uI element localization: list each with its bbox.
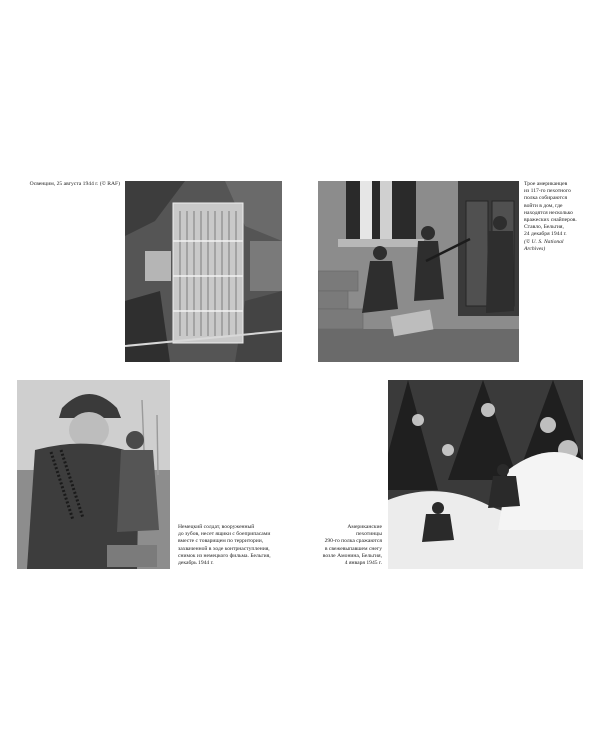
caption-line — [524, 239, 594, 246]
caption-line: полка собираются — [524, 195, 568, 202]
caption-line: 290-го полка сражаются — [324, 538, 382, 545]
caption-line: Трое американцев — [524, 181, 568, 187]
caption-credit: (© U. S. National — [524, 238, 564, 245]
caption-line: находятся несколько — [524, 209, 573, 216]
caption-aerial-line: Освенцим, 25 августа 1944 г. (© RAF) — [29, 181, 120, 187]
caption-credit: Archives) — [524, 245, 546, 252]
photo-german-soldier — [17, 380, 170, 569]
snow-forest-graphic — [388, 380, 583, 569]
caption-line: снимок из немецкого фильма. Бельгия, — [178, 552, 271, 559]
photo-soldiers-at-building — [318, 181, 519, 362]
caption-line: вместе с товарищем по территории, — [178, 538, 264, 545]
caption-line: возле Амонина, Бельгия, — [322, 552, 382, 559]
german-soldier-graphic — [17, 380, 170, 569]
aerial-photo-auschwitz — [125, 181, 282, 362]
caption-line: пехотинцы — [356, 531, 382, 538]
caption-line: из 117-го пехотного — [524, 188, 571, 195]
caption-aerial — [20, 181, 120, 188]
caption-line — [524, 246, 594, 253]
caption-line: войти в дом, где — [524, 202, 563, 209]
caption-line: декабрь 1944 г. — [178, 560, 214, 567]
caption-american-infantry — [300, 524, 382, 567]
caption-line: Немецкий солдат, вооруженный — [178, 524, 255, 530]
caption-line: до зубов, несет ящики с боеприпасами — [178, 531, 271, 538]
caption-line: Американские — [347, 524, 382, 530]
caption-americans-building — [524, 181, 594, 253]
caption-line: в свежевыпавшем снегу — [324, 545, 382, 552]
photo-soldiers-in-snow — [388, 380, 583, 569]
caption-line: 24 декабря 1944 г. — [524, 231, 567, 238]
caption-line: захваченной в ходе контрнаступления, — [178, 545, 270, 552]
caption-german-soldier — [178, 524, 318, 567]
caption-line: 4 января 1945 г. — [344, 560, 382, 567]
caption-line: вражеских снайперов. — [524, 217, 577, 224]
aerial-photo-graphic — [125, 181, 282, 362]
soldiers-building-graphic — [318, 181, 519, 362]
caption-line: Ставло, Бельгия, — [524, 224, 564, 231]
